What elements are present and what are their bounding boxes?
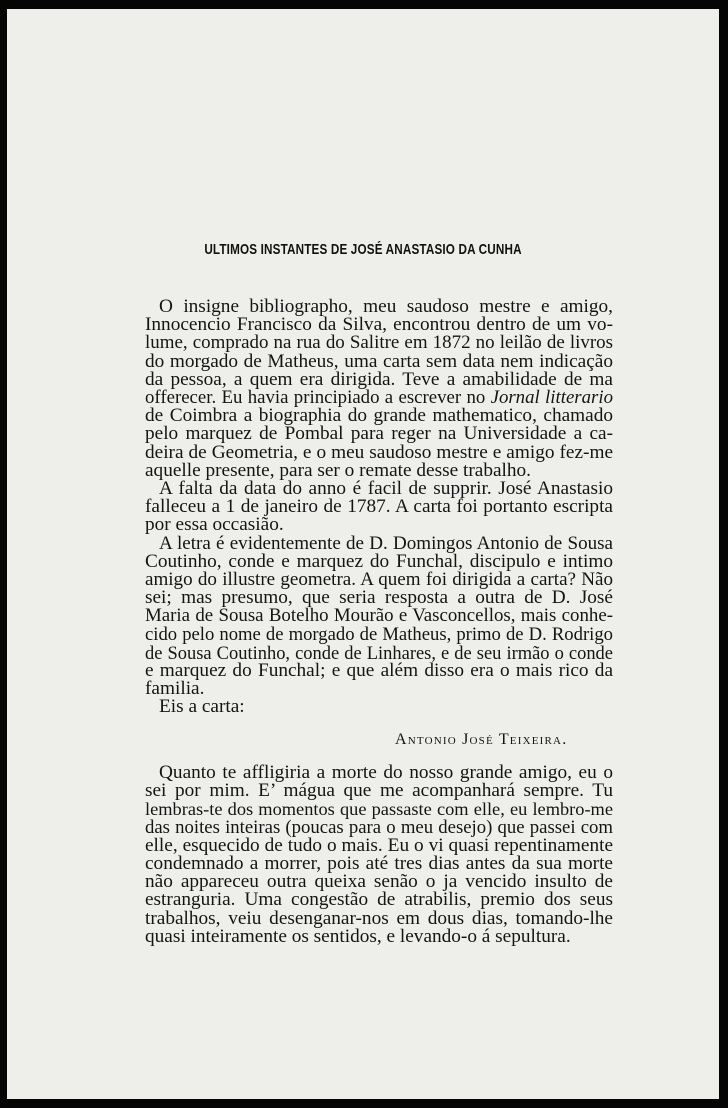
text-line: quasi inteiramente os sentidos, e levando-o á sepultura.: [145, 925, 571, 947]
text-line: por essa occasião.: [145, 514, 284, 536]
text-line: pelo marquez de Pombal para reger na Universidade a ca-: [145, 423, 613, 445]
text-line: Coutinho, conde e marquez do Funchal, discipulo e intimo: [145, 550, 613, 572]
text-line: Maria de Sousa Botelho Mourão e Vasconcellos, mais conhe-: [145, 605, 613, 627]
text-line: condemnado a morrer, pois até tres dias antes da sua morte: [145, 853, 613, 875]
letter-text: [145, 764, 613, 946]
text-line: e marquez do Funchal; e que além disso era o mais rico da: [145, 660, 613, 682]
text-line: amigo do illustre geometra. A quem foi dirigida a carta? Não: [145, 569, 613, 591]
text-line: das noites inteiras (poucas para o meu desejo) que passei com: [145, 816, 613, 838]
text-line: A letra é evidentemente de D. Domingos Antonio de Sousa: [159, 532, 613, 554]
text-line: trabalhos, veiu desenganar-nos em dous dias, tomando-lhe: [145, 907, 613, 929]
book-page: [7, 9, 719, 1099]
text-line: sei; mas presumo, que seria resposta a outra de D. José: [145, 587, 613, 609]
text-line: aquelle presente, para ser o remate desse trabalho.: [145, 459, 531, 481]
text-line: lume, comprado na rua do Salitre em 1872 no leilão de livros: [145, 332, 613, 354]
text-line: sei por mim. E’ mágua que me acompanhará sempre. Tu: [145, 780, 613, 802]
text-line: deira de Geometria, e o meu saudoso mestre e amigo fez-me: [145, 441, 613, 463]
text-line: da pessoa, a quem era dirigida. Teve a amabilidade de ma: [145, 368, 613, 390]
text-line: Eis a carta:: [159, 696, 245, 718]
intro-text: [145, 298, 613, 717]
text-line: Quanto te affligiria a morte do nosso grande amigo, eu o: [159, 762, 613, 783]
text-line: A falta da data do anno é facil de supprir. José Anastasio: [159, 478, 613, 500]
text-line: estranguria. Uma congestão de atrabilis, premio dos seus: [145, 889, 613, 911]
text-line: falleceu a 1 de janeiro de 1787. A carta foi portanto escripta: [145, 496, 613, 518]
text-line: offerecer. Eu havia principiado a escrever no Jornal litterario: [145, 387, 613, 409]
journal-title: Jornal litterario: [490, 387, 613, 409]
text-line: de Coimbra a biographia do grande mathematico, chamado: [145, 405, 613, 427]
text-line: familia.: [145, 678, 205, 700]
text-line: cido pelo nome de morgado de Matheus, primo de D. Rodrigo: [145, 623, 613, 645]
page-title: ULTIMOS INSTANTES DE JOSÉ ANASTASIO DA CUNHA: [204, 241, 522, 258]
text-line: Innocencio Francisco da Silva, encontrou dentro de um vo-: [145, 314, 613, 336]
text-line: do morgado de Matheus, uma carta sem data nem indicação: [145, 350, 613, 372]
signature: Antonio José Teixeira.: [395, 731, 568, 748]
text-line: elle, esquecido de tudo o mais. Eu o vi quasi repentinamente: [145, 834, 613, 856]
text-line: de Sousa Coutinho, conde de Linhares, e de seu irmão o conde: [145, 642, 613, 663]
text-line: não appareceu outra queixa senão o ja vencido insulto de: [145, 871, 613, 893]
text-line: O insigne bibliographo, meu saudoso mestre e amigo,: [159, 296, 613, 317]
text-line: lembras-te dos momentos que passaste com elle, eu lembro-me: [145, 799, 613, 820]
